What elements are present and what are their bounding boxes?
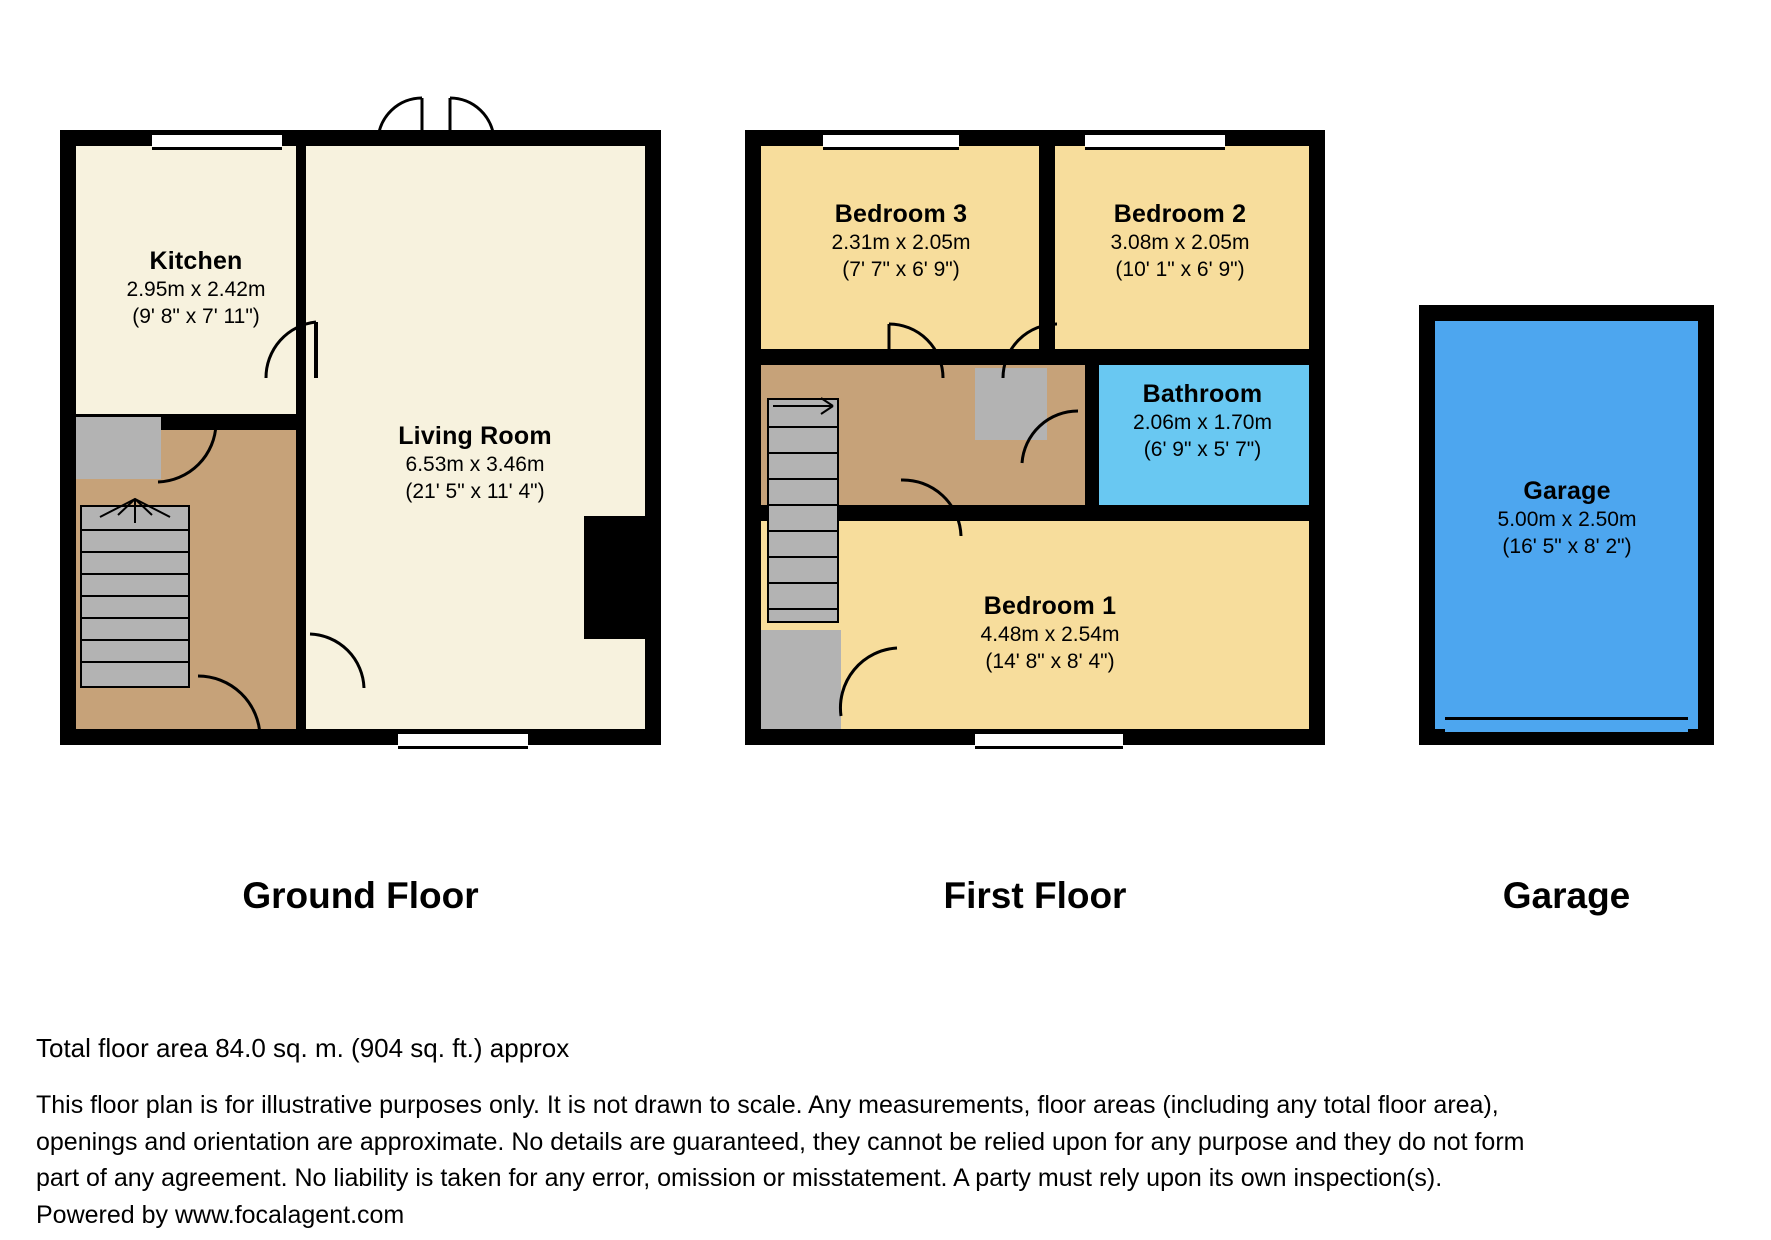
room-metric: 2.06m x 1.70m [1133,411,1272,434]
room-metric: 2.31m x 2.05m [831,231,971,254]
floor-title-ground: Ground Floor [242,875,479,916]
ground-window-kitchen [152,132,282,150]
room-name: Kitchen [149,247,243,275]
first-window-bedroom3 [823,132,959,150]
room-name: Garage [1523,477,1611,505]
ground-floor-plan [60,130,660,745]
ground-door-front-entry [172,670,262,740]
powered-by: Powered by www.focalagent.com [36,1200,405,1229]
garage-door [1445,717,1688,735]
ground-internal-wall-hall-right [296,414,306,729]
first-floor-plan [745,130,1325,745]
room-imperial: (7' 7" x 6' 9") [842,257,960,281]
first-door-bedroom1 [895,470,975,540]
room-name: Living Room [398,422,552,450]
first-door-cupboard-lower [837,640,907,720]
floor-title-first: First Floor [943,875,1127,916]
room-label-living-room [325,420,625,506]
first-window-bedroom2 [1085,132,1225,150]
room-name: Bathroom [1142,380,1263,408]
first-staircase [767,398,839,623]
room-label-bathroom [1065,378,1340,464]
ground-cupboard-under-stairs [76,417,161,479]
room-metric: 6.53m x 3.46m [405,453,545,476]
ground-wall-stub-right [584,516,645,639]
disclaimer-text [36,1087,1566,1233]
ground-door-hall-to-living [306,630,376,700]
room-imperial: (10' 1" x 6' 9") [1115,257,1245,281]
first-door-bedroom2 [991,320,1061,380]
room-imperial: (14' 8" x 8' 4") [985,649,1115,673]
first-cupboard-stairs [761,630,841,729]
disclaimer-body: This floor plan is for illustrative purposes only. It is not drawn to scale. Any measurements, floor areas (including any total floor area), openings and orientation are approximate. No details are guaranteed, they cannot be relied upon for any purpose and they do not form part of any agreement. No liability is taken for any error, omission or misstatement. A party must rely upon its own inspection(s). [36,1091,1525,1192]
room-imperial: (6' 9" x 5' 7") [1143,437,1262,461]
room-imperial: (9' 8" x 7' 11") [132,304,260,328]
room-name: Bedroom 3 [834,200,968,228]
ground-door-rear-patio [376,98,496,142]
room-label-bedroom-1 [905,590,1195,676]
first-window-bedroom1 [975,731,1123,749]
room-label-garage [1429,475,1705,561]
room-name: Bedroom 2 [1113,200,1247,228]
floor-title-garage: Garage [1502,875,1631,916]
room-metric: 3.08m x 2.05m [1110,231,1250,254]
ground-door-kitchen [258,320,318,410]
room-label-bedroom-3 [767,198,1035,284]
first-wall-landing-bed1 [761,505,1309,521]
room-name: Bedroom 1 [983,592,1117,620]
first-door-bedroom3 [885,320,955,380]
first-stair-arrow-icon [767,392,839,414]
ground-door-cupboard [150,420,220,490]
room-label-kitchen [96,245,296,331]
ground-stair-arrow-icon [80,495,190,525]
ground-window-front [398,731,528,749]
total-floor-area: Total floor area 84.0 sq. m. (904 sq. ft.) approx [36,1033,570,1063]
room-label-bedroom-2 [1045,198,1315,284]
garage-plan [1419,305,1714,745]
room-imperial: (16' 5" x 8' 2") [1502,534,1632,558]
ground-staircase [80,505,190,688]
room-metric: 2.95m x 2.42m [126,278,266,301]
room-metric: 5.00m x 2.50m [1497,508,1637,531]
room-imperial: (21' 5" x 11' 4") [405,479,545,503]
room-metric: 4.48m x 2.54m [980,623,1120,646]
